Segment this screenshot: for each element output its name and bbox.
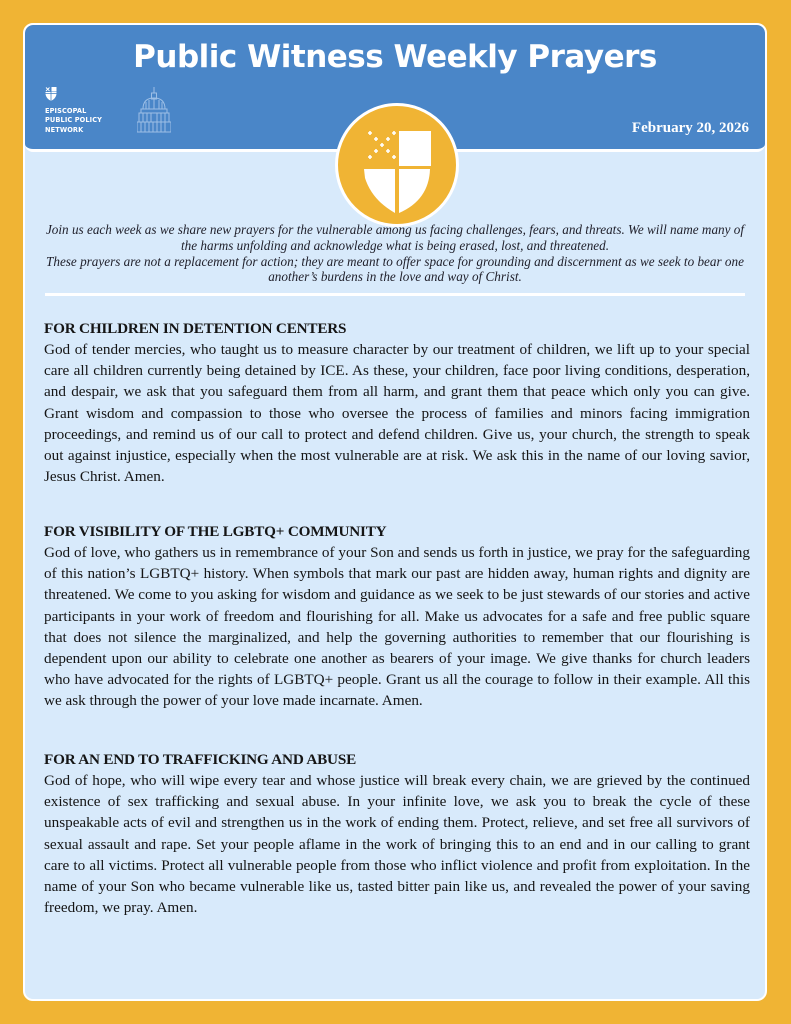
prayer-lgbtq-visibility xyxy=(44,521,750,712)
capitol-dome-icon xyxy=(137,87,171,133)
episcopal-seal xyxy=(335,103,459,227)
episcopal-shield-icon xyxy=(338,106,456,224)
prayer-body: God of tender mercies, who taught us to measure character by our treatment of children, we lift up to your special care all children currently being detained by ICE. As these, your children, face poor living conditions, desperation, and despair, we ask that you safeguard them from all harm, and grant them that peace which only you can give. Grant wisdom and compassion to those who oversee the process of families and minors facing immigration proceedings, and remind us of our call to protect and defend children. Give us, your church, the strength to speak out against injustice, especially when the most vulnerable are at risk. We ask this in the name of our loving savior, Jesus Christ. Amen. xyxy=(44,341,750,486)
page-title: Public Witness Weekly Prayers xyxy=(133,39,657,75)
intro-paragraph: Join us each week as we share new prayers for the vulnerable among us facing challenges, fears, and threats. We will name many of the harms unfolding and acknowledge what is being erased, lost, and threatened. xyxy=(45,222,745,253)
prayer-heading: FOR VISIBILITY OF THE LGBTQ+ COMMUNITY xyxy=(44,523,387,540)
prayer-body: God of hope, who will wipe every tear and whose justice will break every chain, we are grieved by the continued existence of sex trafficking and sexual abuse. In your infinite love, we ask you to break the cycle of these unspeakable acts of evil and strengthen us in the work of ending them. Protect, relieve, and set free all survivors of sexual assault and rape. Set your people aflame in the work of bringing this to an end and in our calling to grant care to all victims. Protect all vulnerable people from those who inflict violence and profit from exploitation. In the name of your Son who became vulnerable like us, tasted bitter pain like us, and revealed the power of your saving freedom, we pray. Amen. xyxy=(44,772,750,917)
prayer-heading: FOR CHILDREN IN DETENTION CENTERS xyxy=(44,320,347,337)
prayer-children-detention xyxy=(44,318,750,487)
intro-paragraph: These prayers are not a replacement for action; they are meant to offer space for grounding and discernment as we seek to bear one another’s burdens in the love and way of Christ. xyxy=(46,253,744,285)
date-label: February 20, 2026 xyxy=(631,120,749,136)
prayer-sheet xyxy=(23,23,767,1001)
prayer-heading: FOR AN END TO TRAFFICKING AND ABUSE xyxy=(44,751,356,768)
episcopal-shield-icon xyxy=(45,87,57,101)
intro-text xyxy=(45,222,745,285)
prayer-trafficking-abuse xyxy=(44,749,750,918)
org-name: EPISCOPAL PUBLIC POLICY NETWORK xyxy=(45,107,103,134)
prayer-body: God of love, who gathers us in remembrance of your Son and sends us forth in justice, we pray for the safeguarding of this nation’s LGBTQ+ history. When symbols that mark our past are hidden away, human rights and dignity are threatened. We come to you asking for wisdom and guidance as we seek to be just stewards of our stories and active participants in your work of freedom and flourishing for all. Make us advocates for a safe and free public square that does not silence the marginalized, and help the governing authorities to remember that our flourishing is dependent upon our ability to celebrate one another as bearers of your image. We give thanks for church leaders who have advocated for the rights of LGBTQ+ people. Grant us all the courage to follow in their example. All this we ask through the power of your love made incarnate. Amen. xyxy=(44,544,750,710)
divider xyxy=(45,293,745,296)
